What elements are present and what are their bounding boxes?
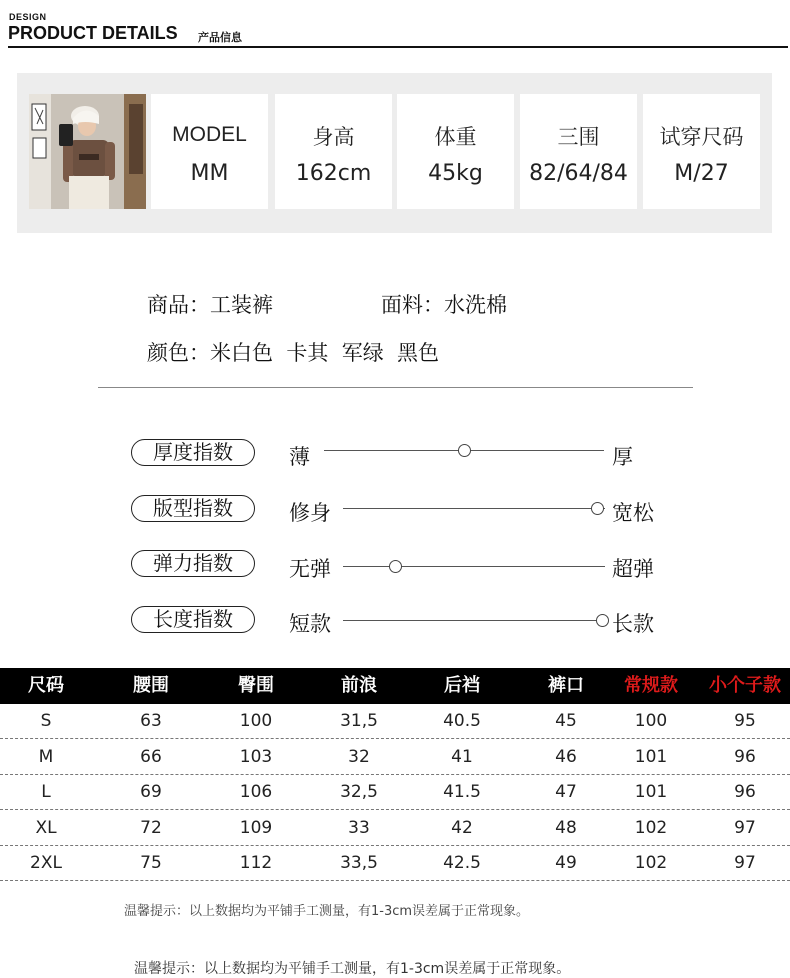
size-table-cell: 32,5 xyxy=(340,782,378,803)
size-table-cell: M xyxy=(38,746,54,767)
size-table-header-cell: 臀围 xyxy=(238,675,274,696)
product-fabric xyxy=(381,289,507,319)
size-table-row xyxy=(0,775,790,810)
model-weight-value: 45kg xyxy=(428,161,483,186)
size-table-cell: 45 xyxy=(555,711,577,731)
model-weight-cell xyxy=(397,94,514,209)
thickness-index-pill: 厚度指数 xyxy=(131,439,255,466)
size-table-cell: 96 xyxy=(734,746,756,767)
measurement-note-repeat: 温馨提示：以上数据均为平铺手工测量，有1-3cm误差属于正常现象。 xyxy=(134,961,571,977)
product-name xyxy=(147,289,273,319)
size-table-cell: 40.5 xyxy=(443,711,481,731)
size-table-header-cell: 后裆 xyxy=(444,675,480,696)
product-name-label: 商品： xyxy=(147,293,210,317)
size-table-cell: 32 xyxy=(348,746,370,767)
product-fabric-value: 水洗棉 xyxy=(444,293,507,317)
model-measurements-cell xyxy=(520,94,637,209)
length-right-label: 长款 xyxy=(612,612,654,636)
model-size-cell xyxy=(643,94,760,209)
size-table-row xyxy=(0,846,790,881)
model-size-value: M/27 xyxy=(674,161,729,186)
size-table-cell: 103 xyxy=(239,746,273,767)
product-color-label: 颜色： xyxy=(147,341,210,365)
thickness-knob xyxy=(458,444,471,457)
model-height-cell xyxy=(275,94,392,209)
size-table-cell: XL xyxy=(35,817,57,838)
stretch-track xyxy=(343,566,605,567)
measurement-note: 温馨提示：以上数据均为平铺手工测量，有1-3cm误差属于正常现象。 xyxy=(124,904,530,919)
size-table-cell: 112 xyxy=(239,853,273,874)
size-table-cell: 75 xyxy=(140,853,162,874)
size-table-cell: 109 xyxy=(239,817,273,838)
model-name-cell xyxy=(151,94,268,209)
model-name-value: MM xyxy=(190,161,229,186)
page-subtitle: 产品信息 xyxy=(198,31,242,44)
fit-left-label: 修身 xyxy=(289,501,331,525)
size-table-header-cell: 尺码 xyxy=(28,675,64,696)
fit-knob xyxy=(591,502,604,515)
size-table-cell: 101 xyxy=(634,746,668,767)
model-measurements-value: 82/64/84 xyxy=(529,161,628,186)
size-table-cell: 100 xyxy=(634,711,668,731)
product-color-values: 米白色 卡其 军绿 黑色 xyxy=(210,341,440,365)
size-table-cell: 72 xyxy=(140,817,162,838)
size-table-cell: 31,5 xyxy=(340,711,378,731)
length-knob xyxy=(596,614,609,627)
size-table-header xyxy=(0,668,790,704)
stretch-left-label: 无弹 xyxy=(289,557,331,581)
size-table-cell: 66 xyxy=(140,746,162,767)
size-table-cell: 47 xyxy=(555,782,577,803)
section-divider xyxy=(98,387,693,388)
size-table-cell: 97 xyxy=(734,817,756,838)
header-rule xyxy=(8,46,788,48)
size-table-cell: 102 xyxy=(634,853,668,874)
product-name-value: 工装裤 xyxy=(210,293,273,317)
size-table-cell: 41.5 xyxy=(443,782,481,803)
size-table-cell: 46 xyxy=(555,746,577,767)
size-table-cell: 101 xyxy=(634,782,668,803)
thickness-right-label: 厚 xyxy=(612,445,633,469)
size-table-cell: 69 xyxy=(140,782,162,803)
size-table-row xyxy=(0,740,790,775)
size-table-cell: S xyxy=(40,711,52,731)
length-left-label: 短款 xyxy=(289,612,331,636)
model-measurements-label: 三围 xyxy=(557,125,600,149)
product-fabric-label: 面料： xyxy=(381,293,444,317)
size-table-cell: 97 xyxy=(734,853,756,874)
stretch-knob xyxy=(389,560,402,573)
model-weight-label: 体重 xyxy=(434,125,477,149)
size-table-cell: 96 xyxy=(734,782,756,803)
model-photo-illustration xyxy=(29,94,146,209)
size-table-cell: 49 xyxy=(555,853,577,874)
model-height-value: 162cm xyxy=(295,161,372,186)
thickness-left-label: 薄 xyxy=(289,445,310,469)
size-table-cell: 48 xyxy=(555,817,577,838)
size-table-cell: 95 xyxy=(734,711,756,731)
row-separator xyxy=(0,880,790,881)
size-table-row xyxy=(0,811,790,846)
size-table-row xyxy=(0,704,790,739)
size-table-cell: 63 xyxy=(140,711,162,731)
fit-index-pill: 版型指数 xyxy=(131,495,255,522)
size-table-cell: 33 xyxy=(348,817,370,838)
size-table-cell: 42.5 xyxy=(443,853,481,874)
size-table-cell: 41 xyxy=(451,746,473,767)
size-table-cell: 102 xyxy=(634,817,668,838)
size-table-cell: L xyxy=(41,782,51,803)
size-table-header-cell: 腰围 xyxy=(133,675,169,696)
size-table-cell: 100 xyxy=(239,711,273,731)
size-table-cell: 106 xyxy=(239,782,273,803)
length-track xyxy=(343,620,605,621)
size-table-header-cell: 前浪 xyxy=(341,675,377,696)
fit-track xyxy=(343,508,605,509)
design-label: DESIGN xyxy=(9,12,47,22)
size-table-header-cell: 裤口 xyxy=(548,675,584,696)
model-size-label: 试穿尺码 xyxy=(659,125,744,149)
size-table-cell: 33,5 xyxy=(340,853,378,874)
size-table-cell: 42 xyxy=(451,817,473,838)
size-table-header-cell: 常规款 xyxy=(624,675,678,696)
fit-right-label: 宽松 xyxy=(612,501,654,525)
stretch-right-label: 超弹 xyxy=(612,557,654,581)
model-height-label: 身高 xyxy=(312,125,355,149)
length-index-pill: 长度指数 xyxy=(131,606,255,633)
size-table-cell: 2XL xyxy=(30,853,62,874)
model-name-label: MODEL xyxy=(172,123,247,146)
stretch-index-pill: 弹力指数 xyxy=(131,550,255,577)
model-photo xyxy=(29,94,146,209)
size-table-header-cell: 小个子款 xyxy=(709,675,781,696)
page-title: PRODUCT DETAILS xyxy=(8,23,178,43)
product-colors xyxy=(147,337,439,367)
